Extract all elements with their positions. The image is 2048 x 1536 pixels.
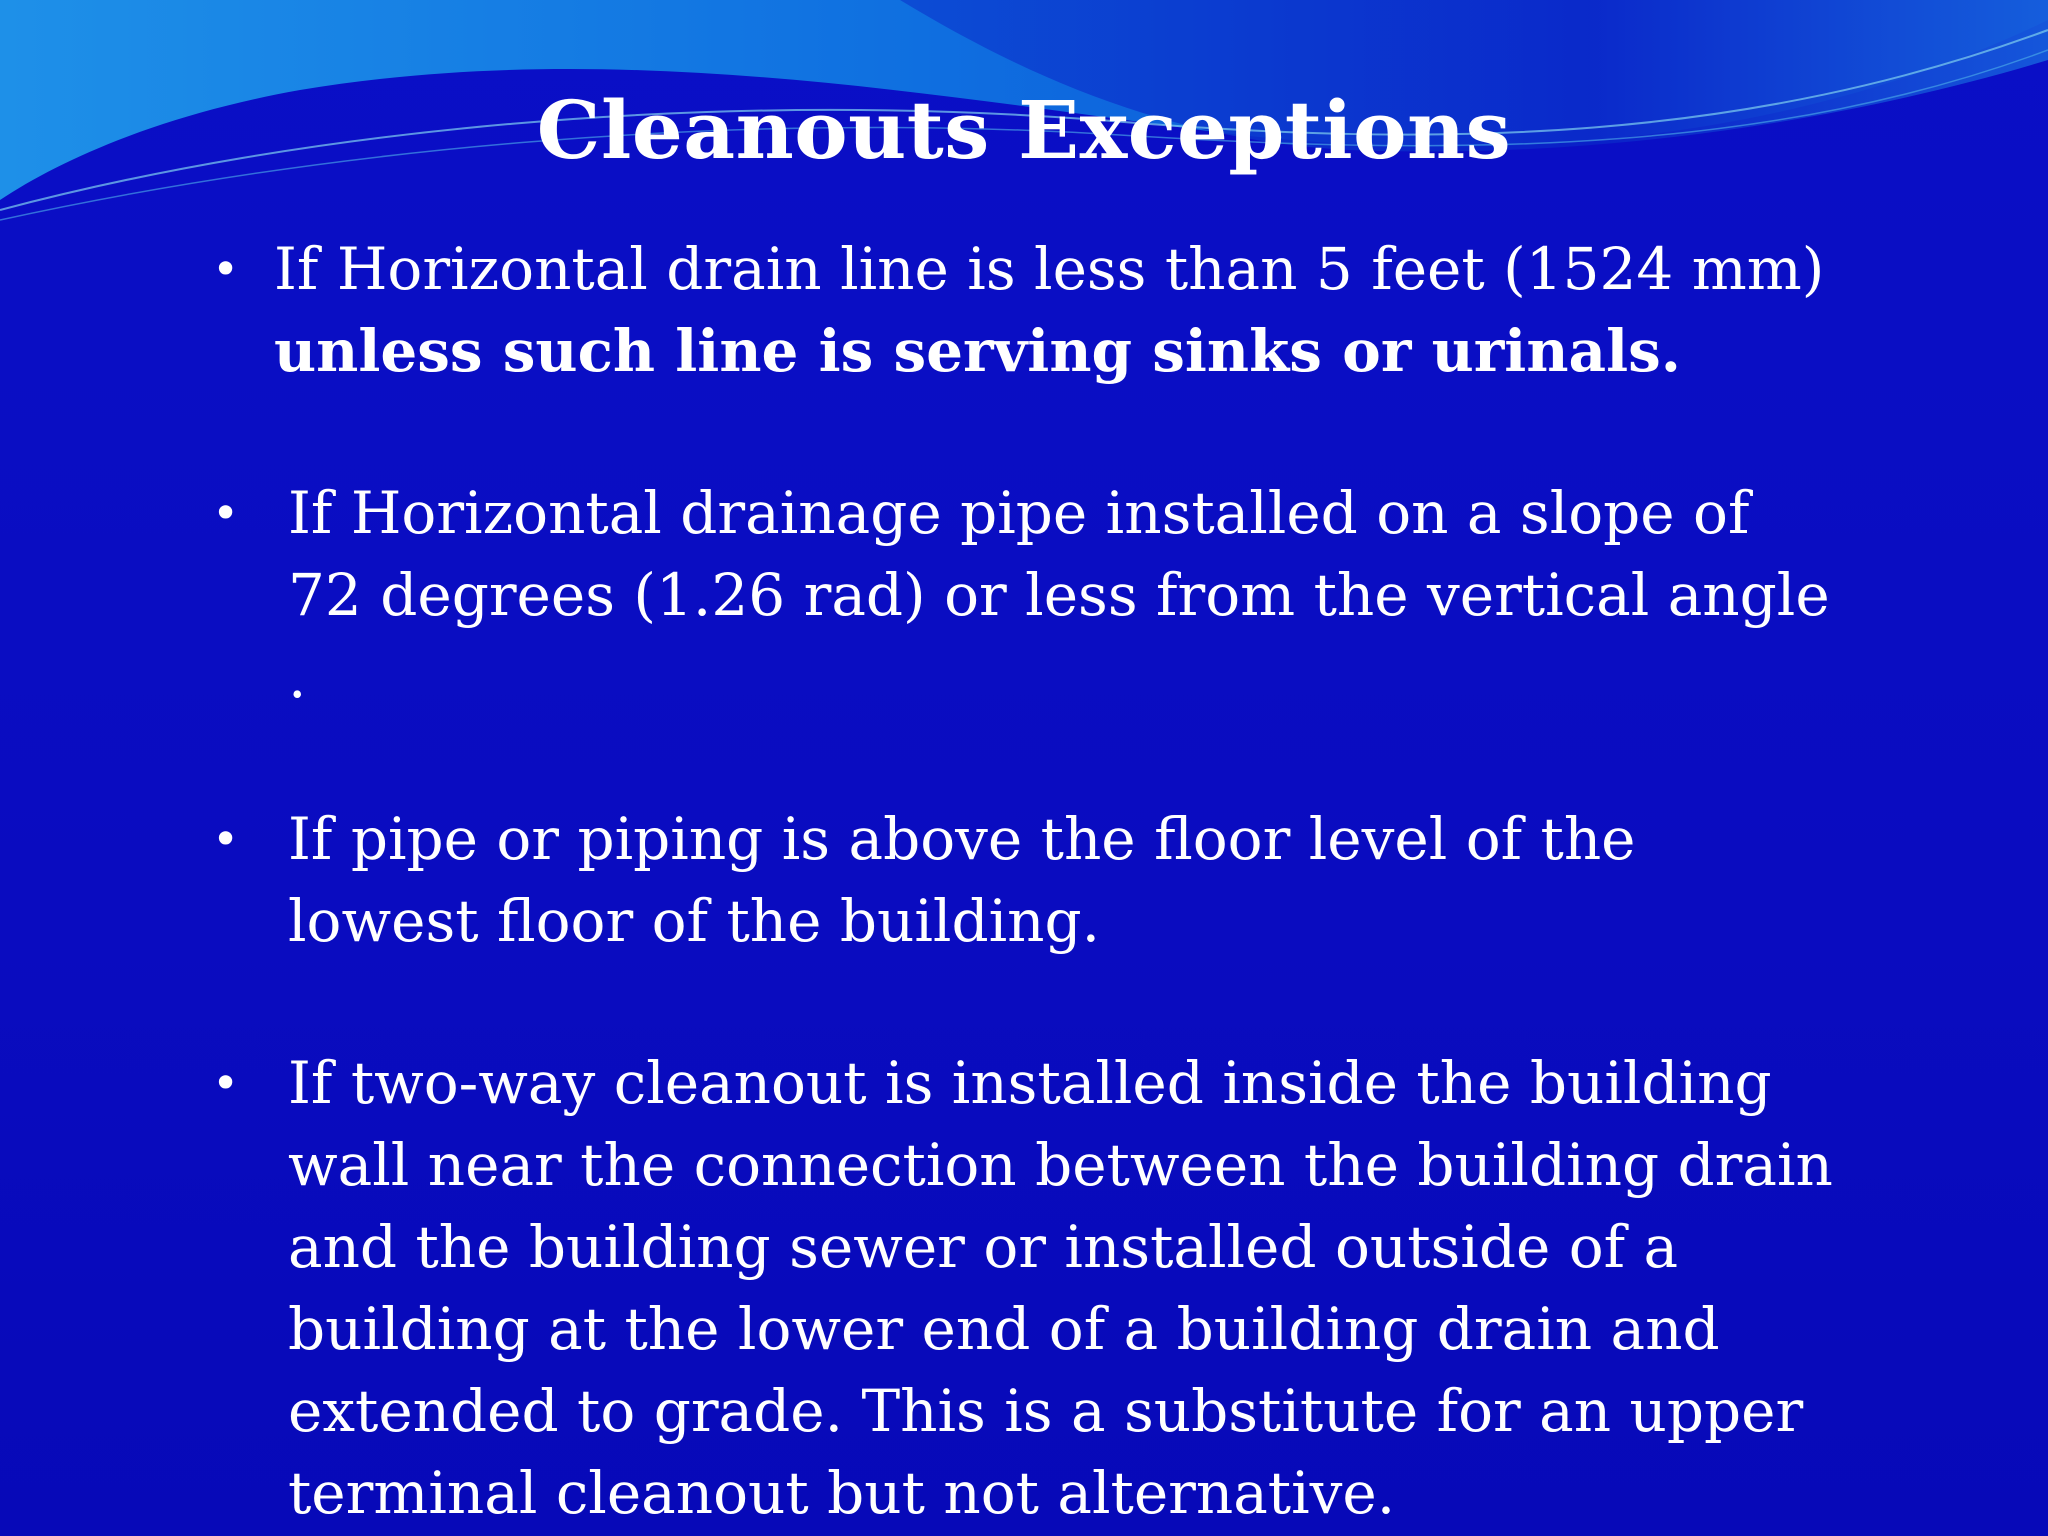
bullet-glyph: • — [212, 486, 240, 540]
bullet-item-4 — [200, 1042, 1840, 1534]
bullet-list — [200, 228, 1840, 1536]
bullet-item-1 — [200, 228, 1840, 392]
bullet-text: If pipe or piping is above the floor level of the lowest floor of the building. — [288, 805, 1636, 955]
bullet-glyph: • — [212, 242, 240, 296]
bullet-glyph: • — [212, 812, 240, 866]
bullet-text: If Horizontal drainage pipe installed on a slope of 72 degrees (1.26 rad) or less from the vertical angle . — [288, 479, 1830, 711]
bullet-item-3 — [200, 798, 1840, 962]
bullet-bold-text: unless such line is serving sinks or urinals. — [274, 317, 1681, 385]
bullet-item-2 — [200, 472, 1840, 718]
bullet-text: If two-way cleanout is installed inside the building wall near the connection between the building drain and the building sewer or installed outside of a building at the lower end of a building drain and extended to grade. This is a substitute for an upper terminal cleanout but not alternative. — [288, 1049, 1833, 1527]
slide-title: Cleanouts Exceptions — [536, 83, 1512, 177]
bullet-text: If Horizontal drain line is less than 5 feet (1524 mm) — [274, 235, 1825, 303]
bullet-glyph: • — [212, 1056, 240, 1110]
